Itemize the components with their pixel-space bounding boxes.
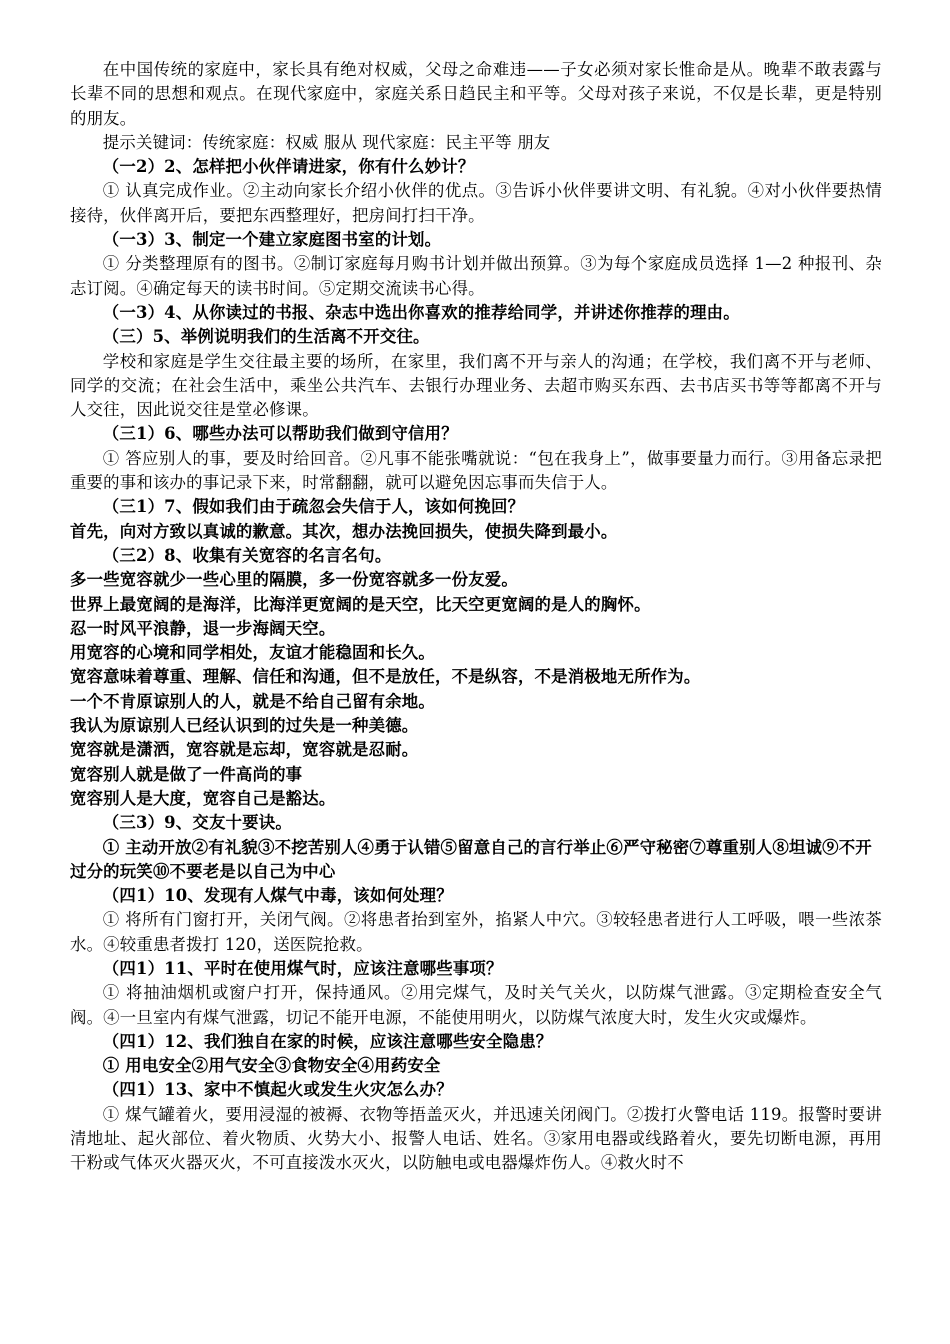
question-heading: （四1）12、我们独自在家的时候，应该注意哪些安全隐患？ bbox=[102, 1031, 553, 1051]
question-heading: （三1）6、哪些办法可以帮助我们做到守信用？ bbox=[102, 424, 458, 444]
question-heading: （一3）3、制定一个建立家庭图书室的计划。 bbox=[102, 230, 442, 250]
answer-paragraph: ① 答应别人的事，要及时给回音。②凡事不能张嘴就说：“包在我身上”，做事要量力而行。③用备忘录把重要的事和该办的事记录下来，时常翻翻，就可以避免因忘事而失信于人。 bbox=[70, 448, 882, 493]
keywords-hint: 提示关键词：传统家庭：权威 服从 现代家庭：民主平等 朋友 bbox=[102, 132, 551, 152]
question-heading: （一3）4、从你读过的书报、杂志中选出你喜欢的推荐给同学，并讲述你推荐的理由。 bbox=[102, 302, 740, 322]
quote-line: 我认为原谅别人已经认识到的过失是一种美德。 bbox=[70, 716, 419, 736]
question-heading: （四1）10、发现有人煤气中毒，该如何处理？ bbox=[102, 886, 453, 906]
answer-paragraph: ① 分类整理原有的图书。②制订家庭每月购书计划并做出预算。③为每个家庭成员选择 1—2 种报刊、杂志订阅。④确定每天的读书时间。⑤定期交流读书心得。 bbox=[70, 254, 882, 298]
document-body bbox=[70, 58, 882, 1176]
question-heading: （三3）9、交友十要诀。 bbox=[102, 813, 292, 833]
question-heading: （三2）8、收集有关宽容的名言名句。 bbox=[102, 545, 392, 565]
answer-line: ① 用电安全②用气安全③食物安全④用药安全 bbox=[102, 1056, 441, 1076]
answer-paragraph: ① 认真完成作业。②主动向家长介绍小伙伴的优点。③告诉小伙伴要讲文明、有礼貌。④对小伙伴要热情接待，伙伴离开后，要把东西整理好，把房间打扫干净。 bbox=[70, 181, 882, 225]
intro-paragraph: 在中国传统的家庭中，家长具有绝对权威，父母之命难违——子女必须对家长惟命是从。晚辈不敢表露与长辈不同的思想和观点。在现代家庭中，家庭关系日趋民主和平等。父母对孩子来说，不仅是长辈，更是特别的朋友。 bbox=[70, 60, 882, 128]
question-heading: （四1）11、平时在使用煤气时，应该注意哪些事项？ bbox=[102, 958, 503, 978]
answer-line: ① 主动开放②有礼貌③不挖苦别人④勇于认错⑤留意自己的言行举止⑥严守秘密⑦尊重别人⑧坦诚⑨不开过分的玩笑⑩不要老是以自己为中心 bbox=[70, 837, 872, 881]
question-heading: （三）5、举例说明我们的生活离不开交往。 bbox=[102, 327, 430, 347]
question-heading: （四1）13、家中不慎起火或发生火灾怎么办？ bbox=[102, 1080, 453, 1100]
question-heading: （三1）7、假如我们由于疏忽会失信于人，该如何挽回？ bbox=[102, 497, 525, 517]
answer-paragraph: ① 将所有门窗打开，关闭气阀。②将患者抬到室外，掐紧人中穴。③较轻患者进行人工呼吸，喂一些浓茶水。④较重患者拨打 120，送医院抢救。 bbox=[70, 910, 882, 954]
quote-line: 一个不肯原谅别人的人，就是不给自己留有余地。 bbox=[70, 691, 435, 711]
quote-line: 宽容意味着尊重、理解、信任和沟通，但不是放任，不是纵容，不是消极地无所作为。 bbox=[70, 667, 701, 687]
answer-paragraph: ① 将抽油烟机或窗户打开，保持通风。②用完煤气，及时关气关火，以防煤气泄露。③定期检查安全气阀。④一旦室内有煤气泄露，切记不能开电源，不能使用明火，以防煤气浓度大时，发生火灾或爆炸。 bbox=[70, 983, 882, 1027]
question-heading: （一2）2、怎样把小伙伴请进家，你有什么妙计？ bbox=[102, 157, 475, 177]
quote-line: 宽容别人是大度，宽容自己是豁达。 bbox=[70, 788, 336, 808]
answer-paragraph: 学校和家庭是学生交往最主要的场所，在家里，我们离不开与亲人的沟通；在学校，我们离不开与老师、同学的交流；在社会生活中，乘坐公共汽车、去银行办理业务、去超市购买东西、去书店买书等等都离不开与人交往，因此说交往是堂必修课。 bbox=[70, 351, 882, 420]
answer-paragraph: ① 煤气罐着火，要用浸湿的被褥、衣物等捂盖灭火，并迅速关闭阀门。②拨打火警电话 119。报警时要讲清地址、起火部位、着火物质、火势大小、报警人电话、姓名。③家用电器或线路着火，要先切断电源，再用干粉或气体灭火器灭火，不可直接泼水灭火，以防触电或电器爆炸伤人。④救火时不 bbox=[70, 1104, 882, 1173]
answer-line: 首先，向对方致以真诚的歉意。其次，想办法挽回损失，使损失降到最小。 bbox=[70, 521, 618, 541]
quote-line: 多一些宽容就少一些心里的隔膜，多一份宽容就多一份友爱。 bbox=[70, 570, 518, 590]
quote-line: 忍一时风平浪静，退一步海阔天空。 bbox=[70, 618, 336, 638]
quote-line: 宽容别人就是做了一件高尚的事 bbox=[70, 764, 303, 784]
quote-line: 宽容就是潇洒，宽容就是忘却，宽容就是忍耐。 bbox=[70, 740, 419, 760]
quote-line: 用宽容的心境和同学相处，友谊才能稳固和长久。 bbox=[70, 643, 435, 663]
quote-line: 世界上最宽阔的是海洋，比海洋更宽阔的是天空，比天空更宽阔的是人的胸怀。 bbox=[70, 594, 651, 614]
